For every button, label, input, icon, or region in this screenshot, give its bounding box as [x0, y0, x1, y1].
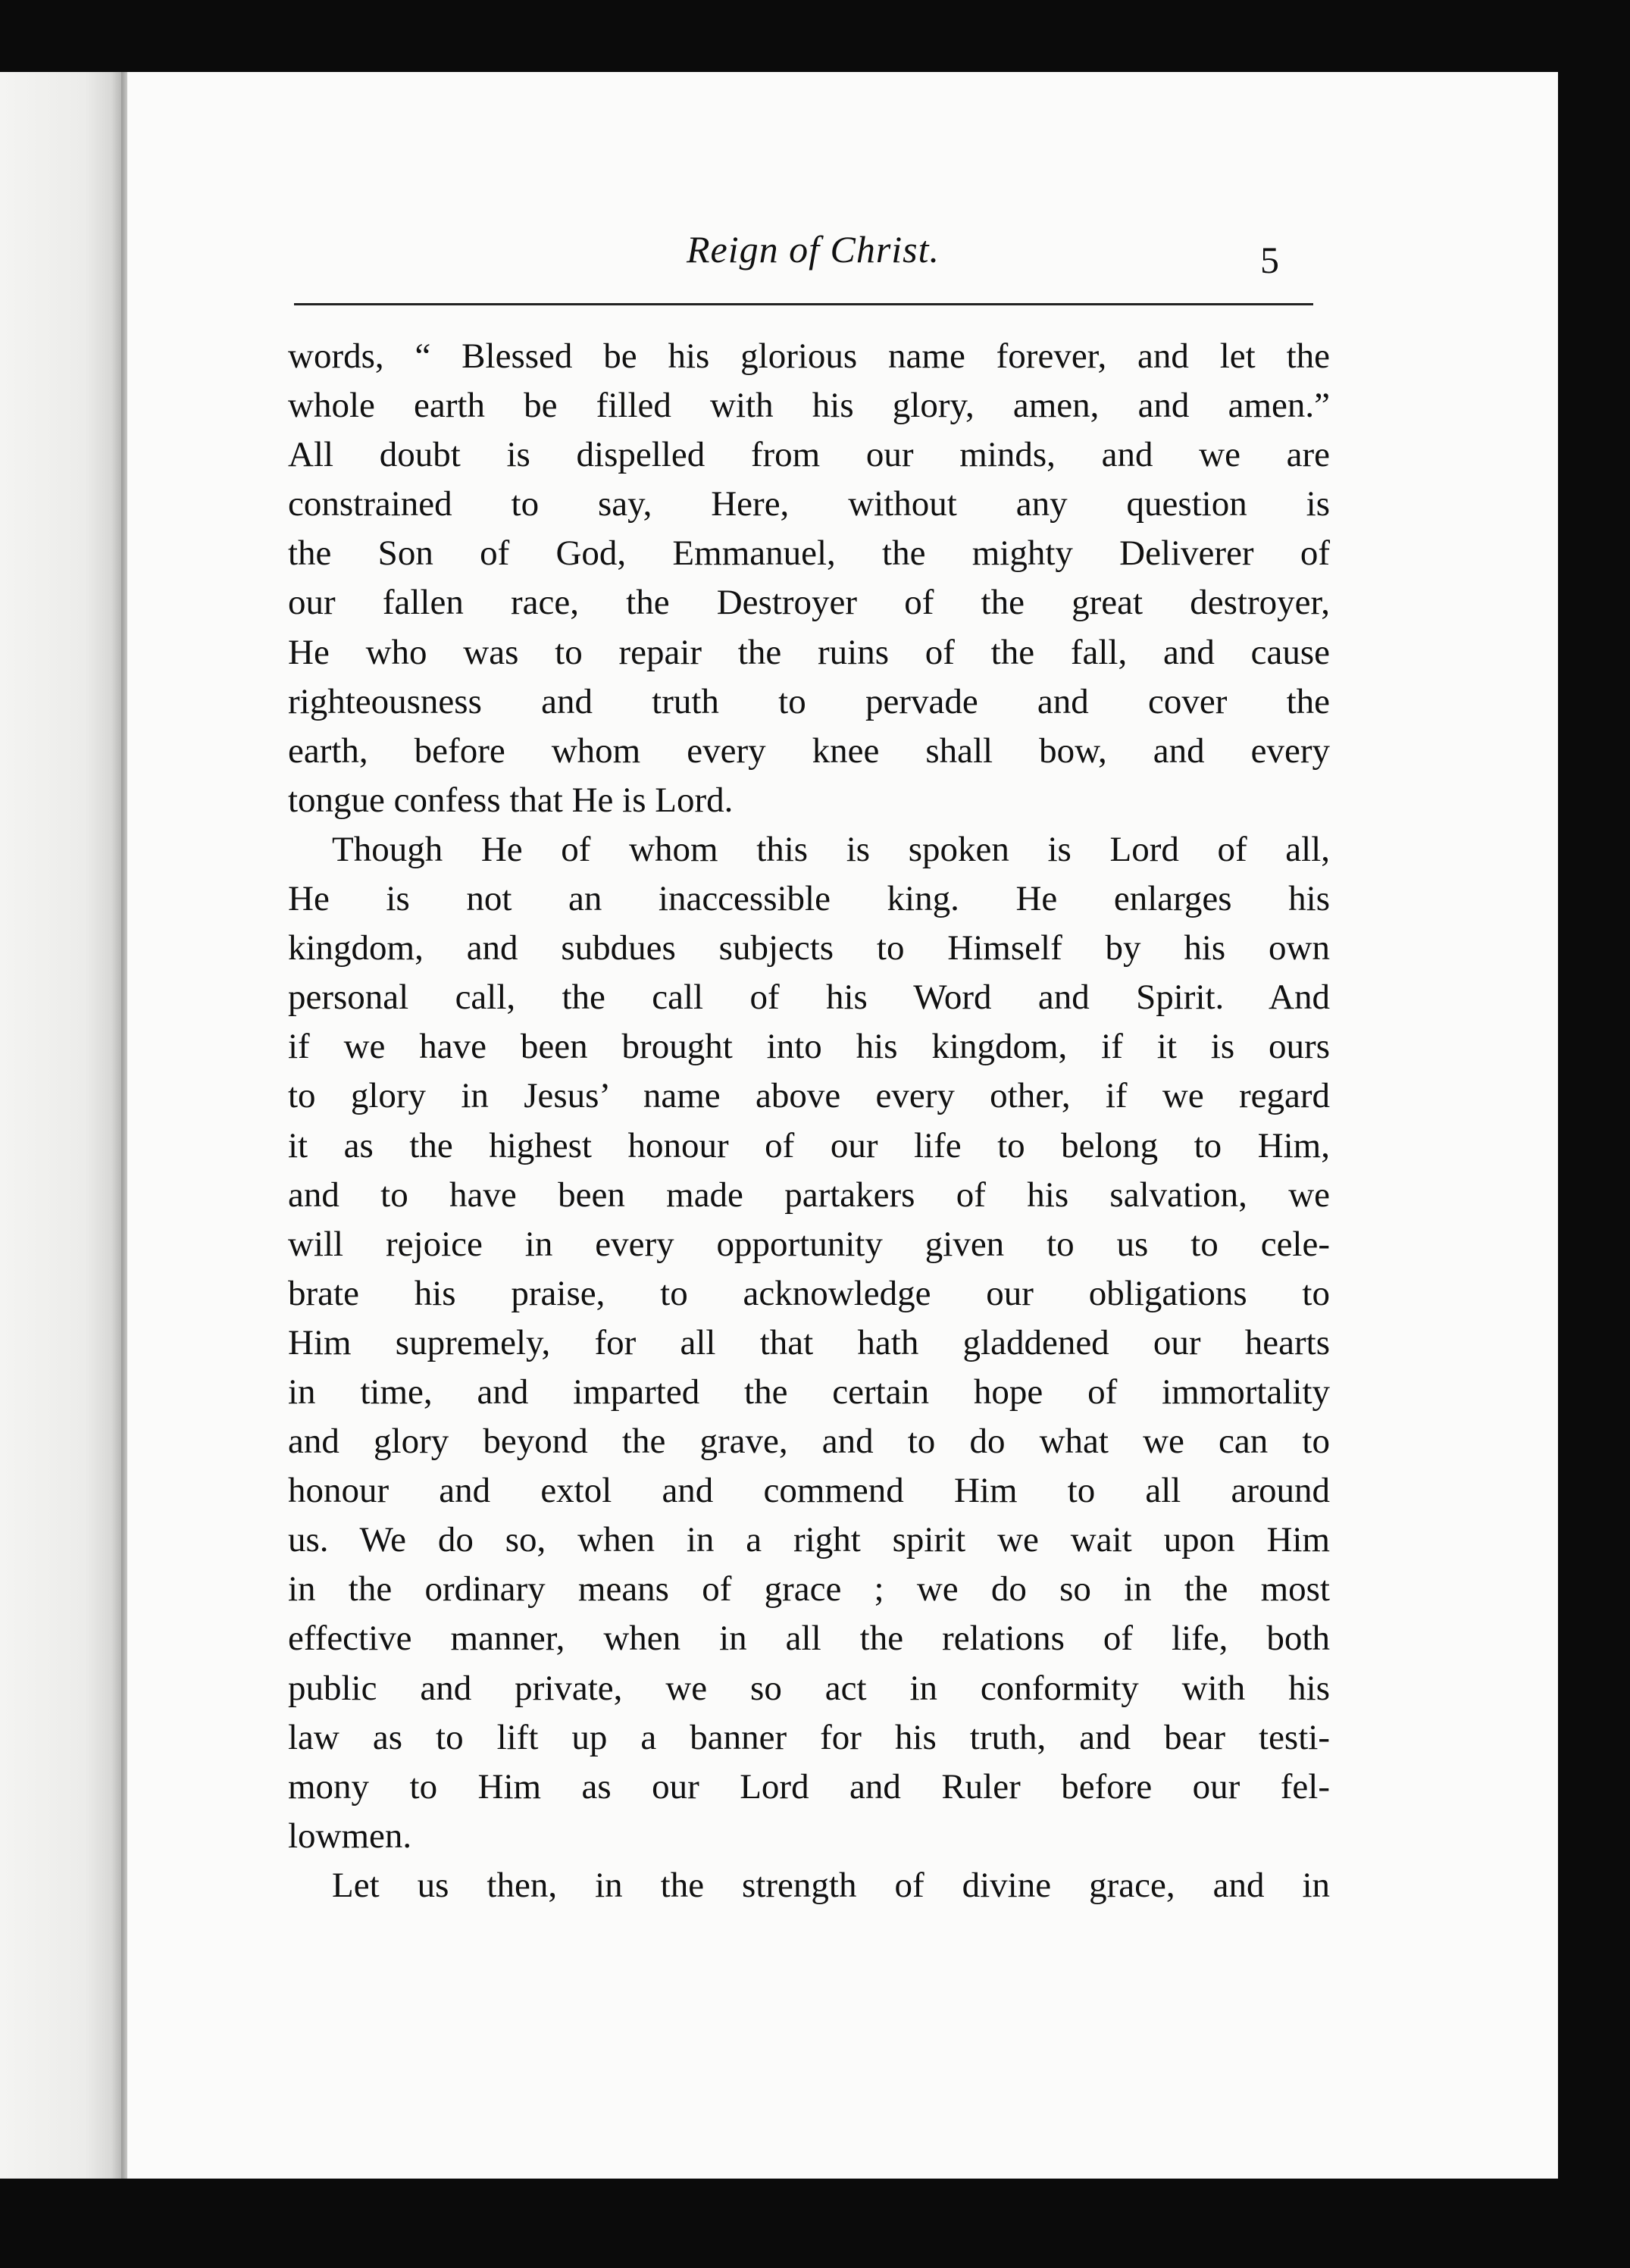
text-line: us. We do so, when in a right spirit we wait upon Him — [288, 1520, 1330, 1560]
text-line: constrained to say, Here, without any question is — [288, 484, 1330, 524]
facing-page-edge — [0, 72, 121, 2179]
text-line: He is not an inaccessible king. He enlarges his — [288, 879, 1330, 919]
text-line: in the ordinary means of grace ; we do so in the most — [288, 1569, 1330, 1609]
text-line: mony to Him as our Lord and Ruler before our fel- — [288, 1766, 1330, 1807]
text-line: tongue confess that He is Lord. — [288, 780, 734, 820]
paragraph — [288, 825, 1330, 1861]
text-line: personal call, the call of his Word and Spirit. And — [288, 978, 1330, 1018]
text-line: brate his praise, to acknowledge our obligations to — [288, 1273, 1330, 1313]
text-line: earth, before whom every knee shall bow, and every — [288, 730, 1330, 771]
text-line: righteousness and truth to pervade and cover the — [288, 681, 1330, 721]
text-line: in time, and imparted the certain hope of immortality — [288, 1372, 1330, 1412]
text-line: the Son of God, Emmanuel, the mighty Deliverer of — [288, 533, 1330, 574]
text-line: if we have been brought into his kingdom, if it is ours — [288, 1027, 1330, 1067]
text-line: effective manner, when in all the relations of life, both — [288, 1619, 1330, 1659]
text-line: Though He of whom this is spoken is Lord of all, — [332, 829, 1330, 869]
text-line: Him supremely, for all that hath gladdened our hearts — [288, 1322, 1330, 1362]
body-text — [288, 332, 1330, 1910]
text-line: and glory beyond the grave, and to do what we can to — [288, 1422, 1330, 1462]
text-line: law as to lift up a banner for his truth, and bear testi- — [288, 1717, 1330, 1757]
header-rule — [294, 303, 1313, 305]
text-line: words, “ Blessed be his glorious name forever, and let the — [288, 336, 1330, 376]
text-line: Let us then, in the strength of divine grace, and in — [332, 1865, 1330, 1905]
text-line: to glory in Jesus’ name above every other, if we regard — [288, 1076, 1330, 1116]
text-line: it as the highest honour of our life to belong to Him, — [288, 1125, 1330, 1165]
text-line: our fallen race, the Destroyer of the great destroyer, — [288, 583, 1330, 623]
text-line: kingdom, and subdues subjects to Himself by his own — [288, 928, 1330, 968]
text-line: will rejoice in every opportunity given to us to cele- — [288, 1224, 1330, 1264]
paragraph — [288, 1861, 1330, 1910]
text-line: public and private, we so act in conformity with his — [288, 1668, 1330, 1708]
book-gutter — [121, 72, 127, 2179]
text-line: lowmen. — [288, 1816, 412, 1856]
text-line: and to have been made partakers of his salvation, we — [288, 1175, 1330, 1215]
text-line: whole earth be filled with his glory, amen, and amen.” — [288, 386, 1330, 426]
text-line: He who was to repair the ruins of the fall, and cause — [288, 632, 1330, 672]
text-line: All doubt is dispelled from our minds, and we are — [288, 435, 1330, 475]
text-line: honour and extol and commend Him to all around — [288, 1471, 1330, 1511]
paragraph — [288, 332, 1330, 825]
running-title: Reign of Christ. — [686, 228, 940, 271]
running-head — [294, 227, 1332, 288]
page-number: 5 — [1260, 239, 1279, 281]
